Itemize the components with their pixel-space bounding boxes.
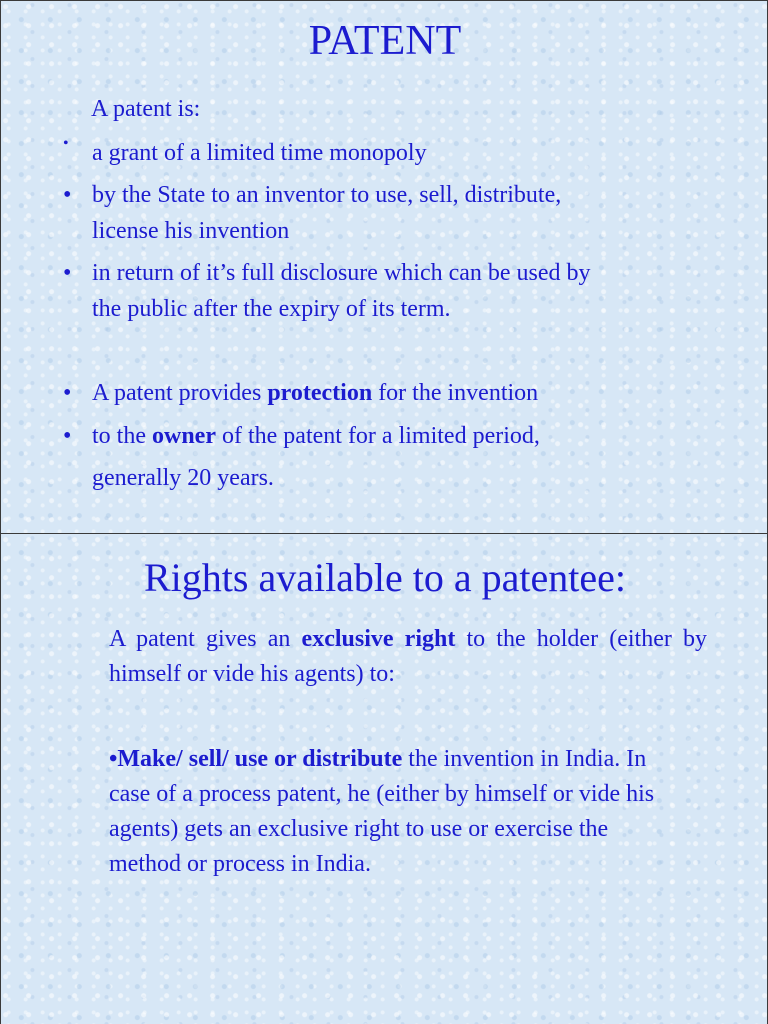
emphasis-make-sell: •Make/ sell/ use or distribute: [109, 746, 403, 772]
slide-title: PATENT: [308, 18, 462, 64]
emphasis-exclusive-right: exclusive right: [301, 626, 456, 652]
bullet-text: [92, 255, 722, 327]
text-run: of the patent for a limited period,: [215, 423, 540, 449]
bullet-text: [92, 415, 722, 499]
bullet-marker: •: [63, 135, 69, 152]
emphasis-protection: protection: [267, 380, 373, 406]
bullet-line: the public after the expiry of its term.: [92, 296, 451, 322]
bullet-marker: •: [63, 260, 72, 286]
bullet-text: a grant of a limited time monopoly: [92, 140, 427, 166]
bullet-text: [92, 177, 722, 249]
text-run: the invention in India. In case of a process patent, he (either by himself or vide his agents) gets an exclusive right to use or exercise the method or process in India.: [109, 746, 655, 877]
paragraph-make-sell: [109, 742, 684, 882]
bullet-line: in return of it’s full disclosure which can be used by: [92, 260, 591, 286]
text-run: to the: [92, 423, 152, 449]
slide-title: Rights available to a patentee:: [143, 555, 627, 600]
bullet-line: generally 20 years.: [92, 465, 274, 491]
slide-rights: [0, 533, 768, 1024]
intro-text: A patent is:: [91, 96, 201, 122]
text-run: for the invention: [372, 380, 539, 406]
text-run: A patent gives an: [109, 626, 302, 652]
bullet-marker: •: [63, 182, 72, 208]
paragraph-exclusive-right: [109, 622, 707, 692]
bullet-marker: •: [63, 380, 72, 406]
bullet-line: by the State to an inventor to use, sell, distribute,: [92, 182, 562, 208]
bullet-marker: •: [63, 423, 72, 449]
text-run: A patent provides: [92, 380, 268, 406]
bullet-text: [92, 375, 722, 411]
bullet-line: license his invention: [92, 218, 290, 244]
text-run: to the holder (either by himself or vide his agents) to:: [109, 626, 707, 687]
emphasis-owner: owner: [152, 423, 216, 449]
